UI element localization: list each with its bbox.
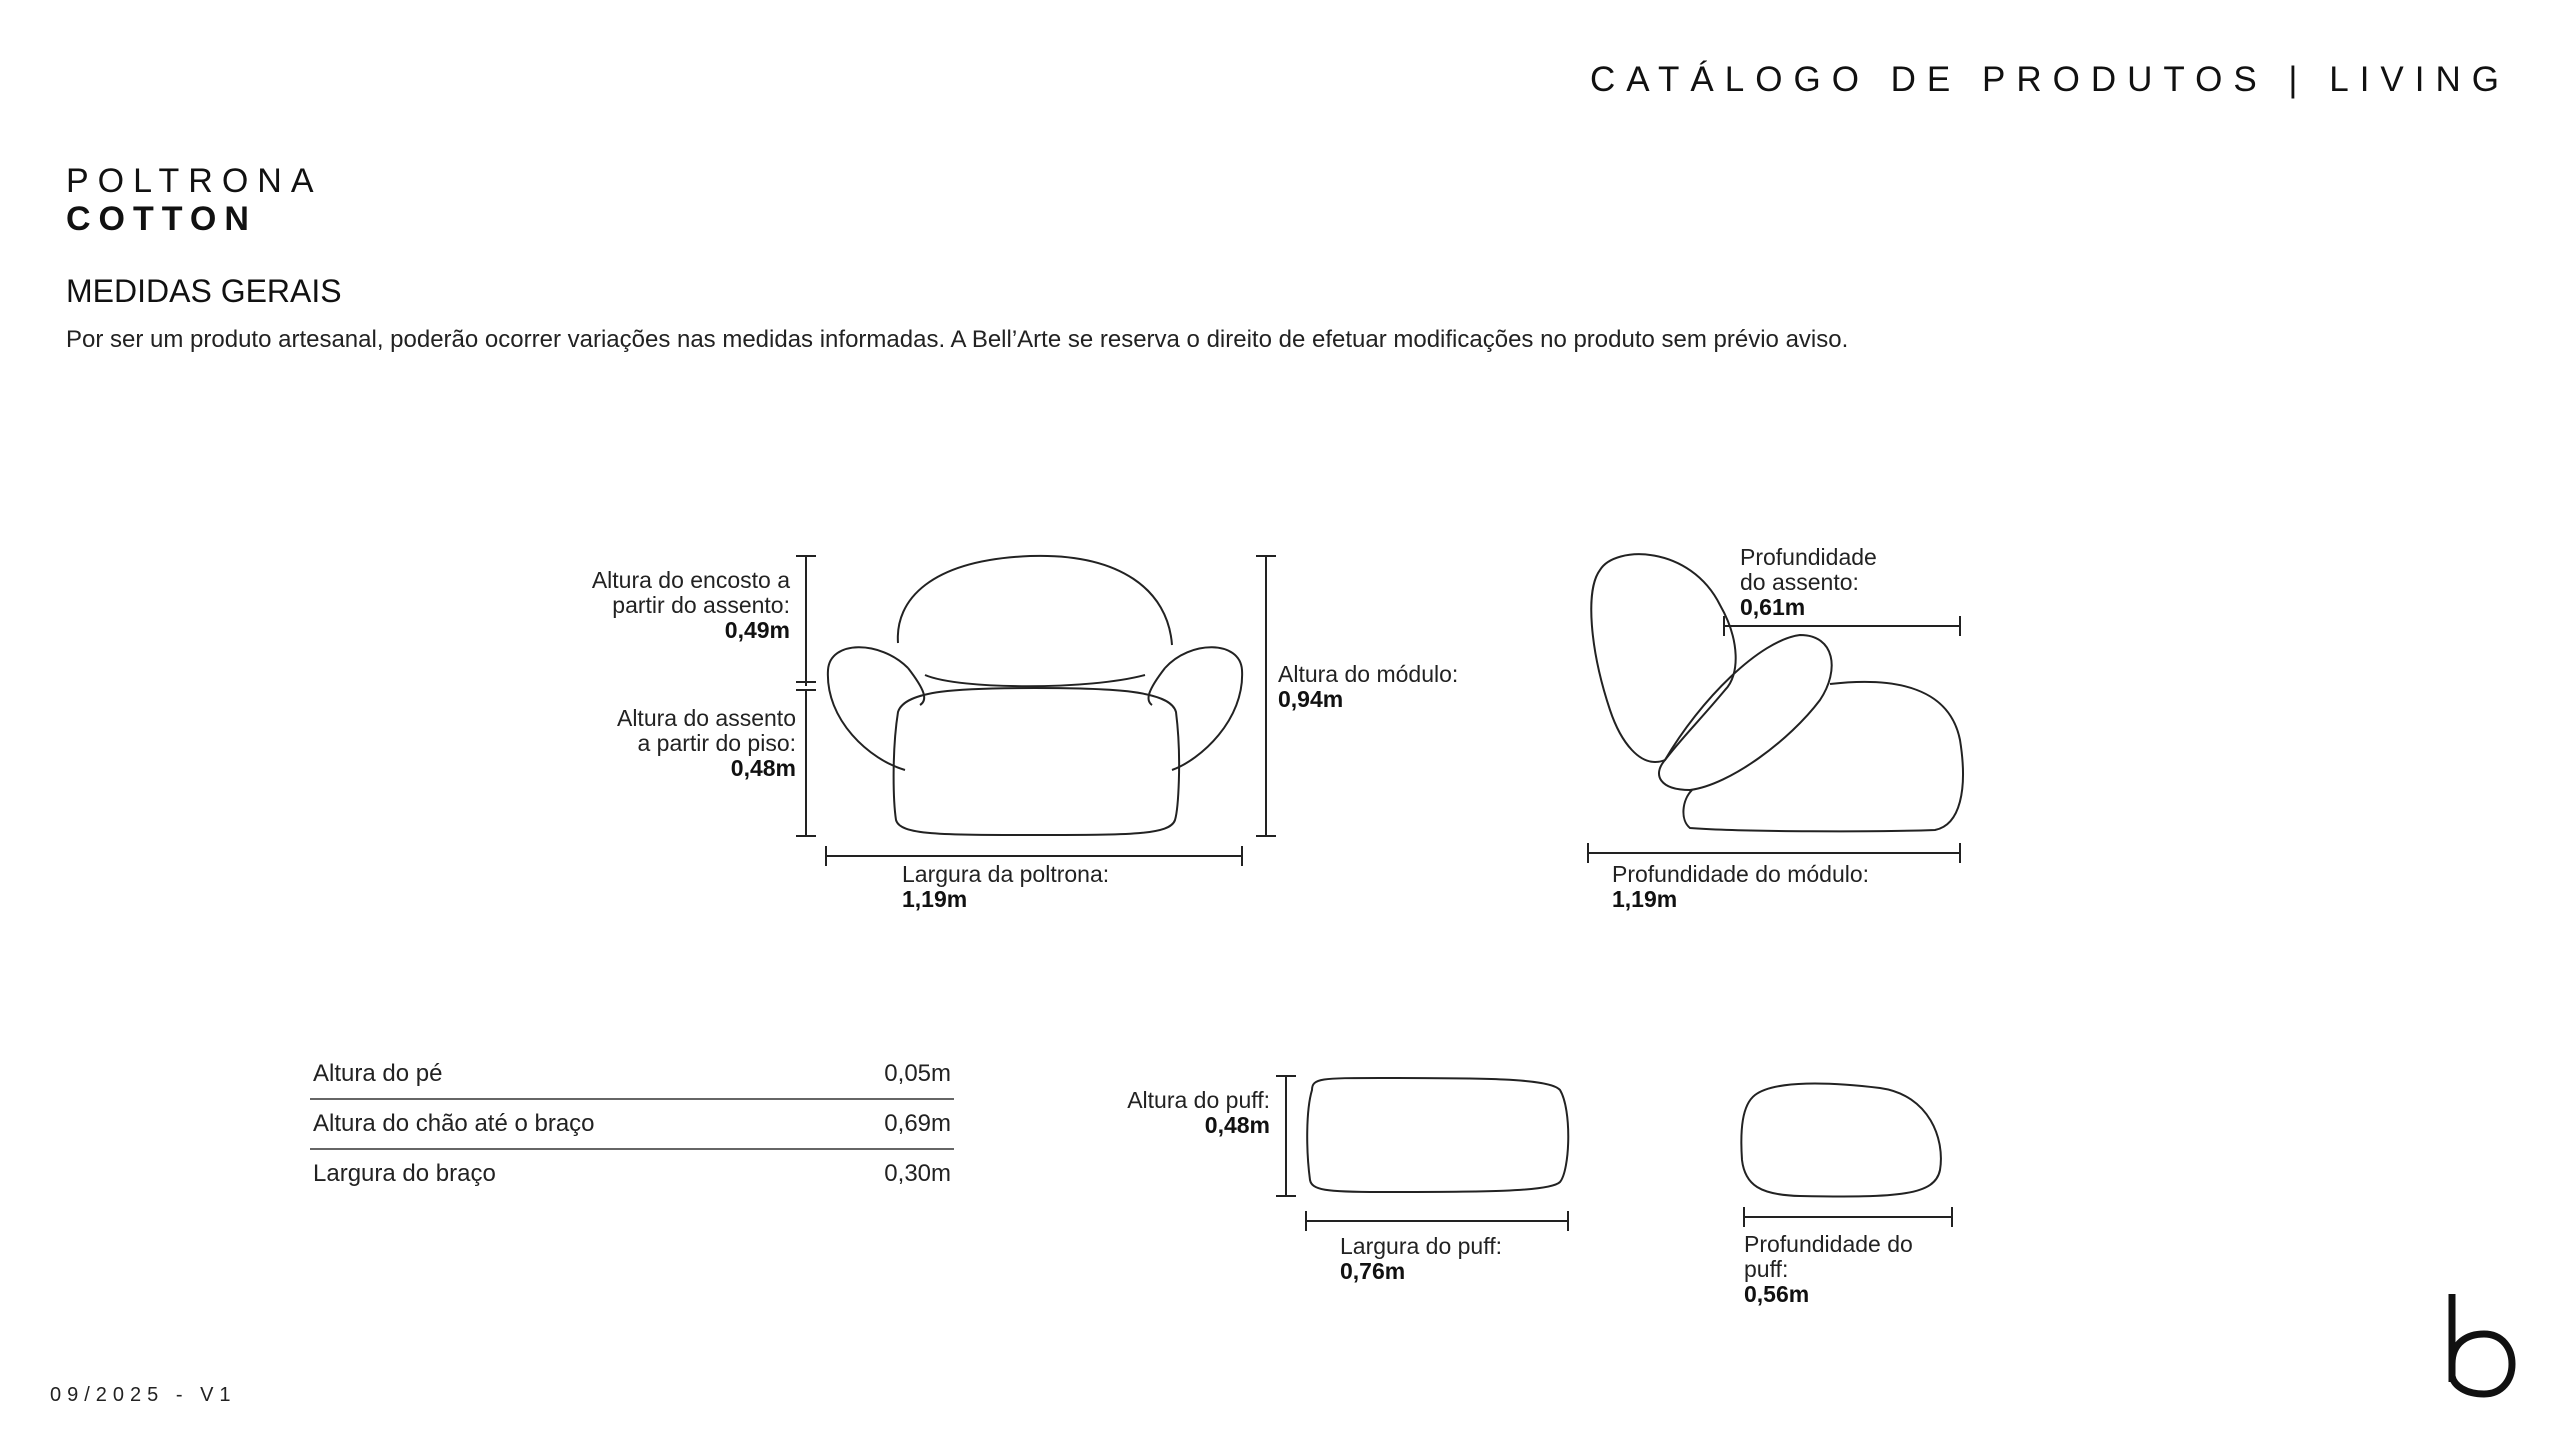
version-label: 09/2025 - V1 [50,1384,237,1406]
catalog-title: CATÁLOGO DE PRODUTOS | LIVING [1590,60,2510,99]
specs-table [310,1050,954,1198]
puff-side-view [1741,1084,1952,1227]
b-logo-icon [2440,1290,2520,1400]
section-title: MEDIDAS GERAIS [66,273,342,309]
disclaimer-text: Por ser um produto artesanal, poderão ocorrer variações nas medidas informadas. A Bell’Arte se reserva o direito de efetuar modificações no produto sem prévio aviso. [66,326,1849,353]
module-depth-label: Profundidade do módulo: 1,19m [1612,861,1870,912]
spec-label: Altura do pé [310,1050,824,1099]
module-height-label: Altura do módulo: 0,94m [1278,661,1459,712]
puff-front-view [1276,1076,1568,1231]
seat-height-label: Altura do assento a partir do piso: 0,48m [616,705,796,781]
puff-height-label: Altura do puff: 0,48m [1127,1087,1270,1138]
product-name: COTTON [66,200,257,238]
backrest-height-label: Altura do encosto a partir do assento: 0,49m [591,567,790,643]
spec-label: Altura do chão até o braço [310,1099,824,1149]
puff-width-label: Largura do puff: 0,76m [1340,1233,1502,1284]
product-type: POLTRONA [66,162,323,200]
table-row [310,1149,954,1198]
spec-value: 0,05m [824,1050,954,1099]
seat-depth-label: Profundidade do assento: 0,61m [1740,544,1877,620]
spec-value: 0,69m [824,1099,954,1149]
puff-depth-label: Profundidade do puff: 0,56m [1744,1231,1913,1307]
spec-value: 0,30m [884,1160,951,1187]
table-row [310,1050,954,1099]
table-row [310,1099,954,1149]
armchair-width-label: Largura da poltrona: 1,19m [902,861,1110,912]
spec-label: Largura do braço [313,1160,496,1187]
armchair-front-view [796,556,1276,866]
